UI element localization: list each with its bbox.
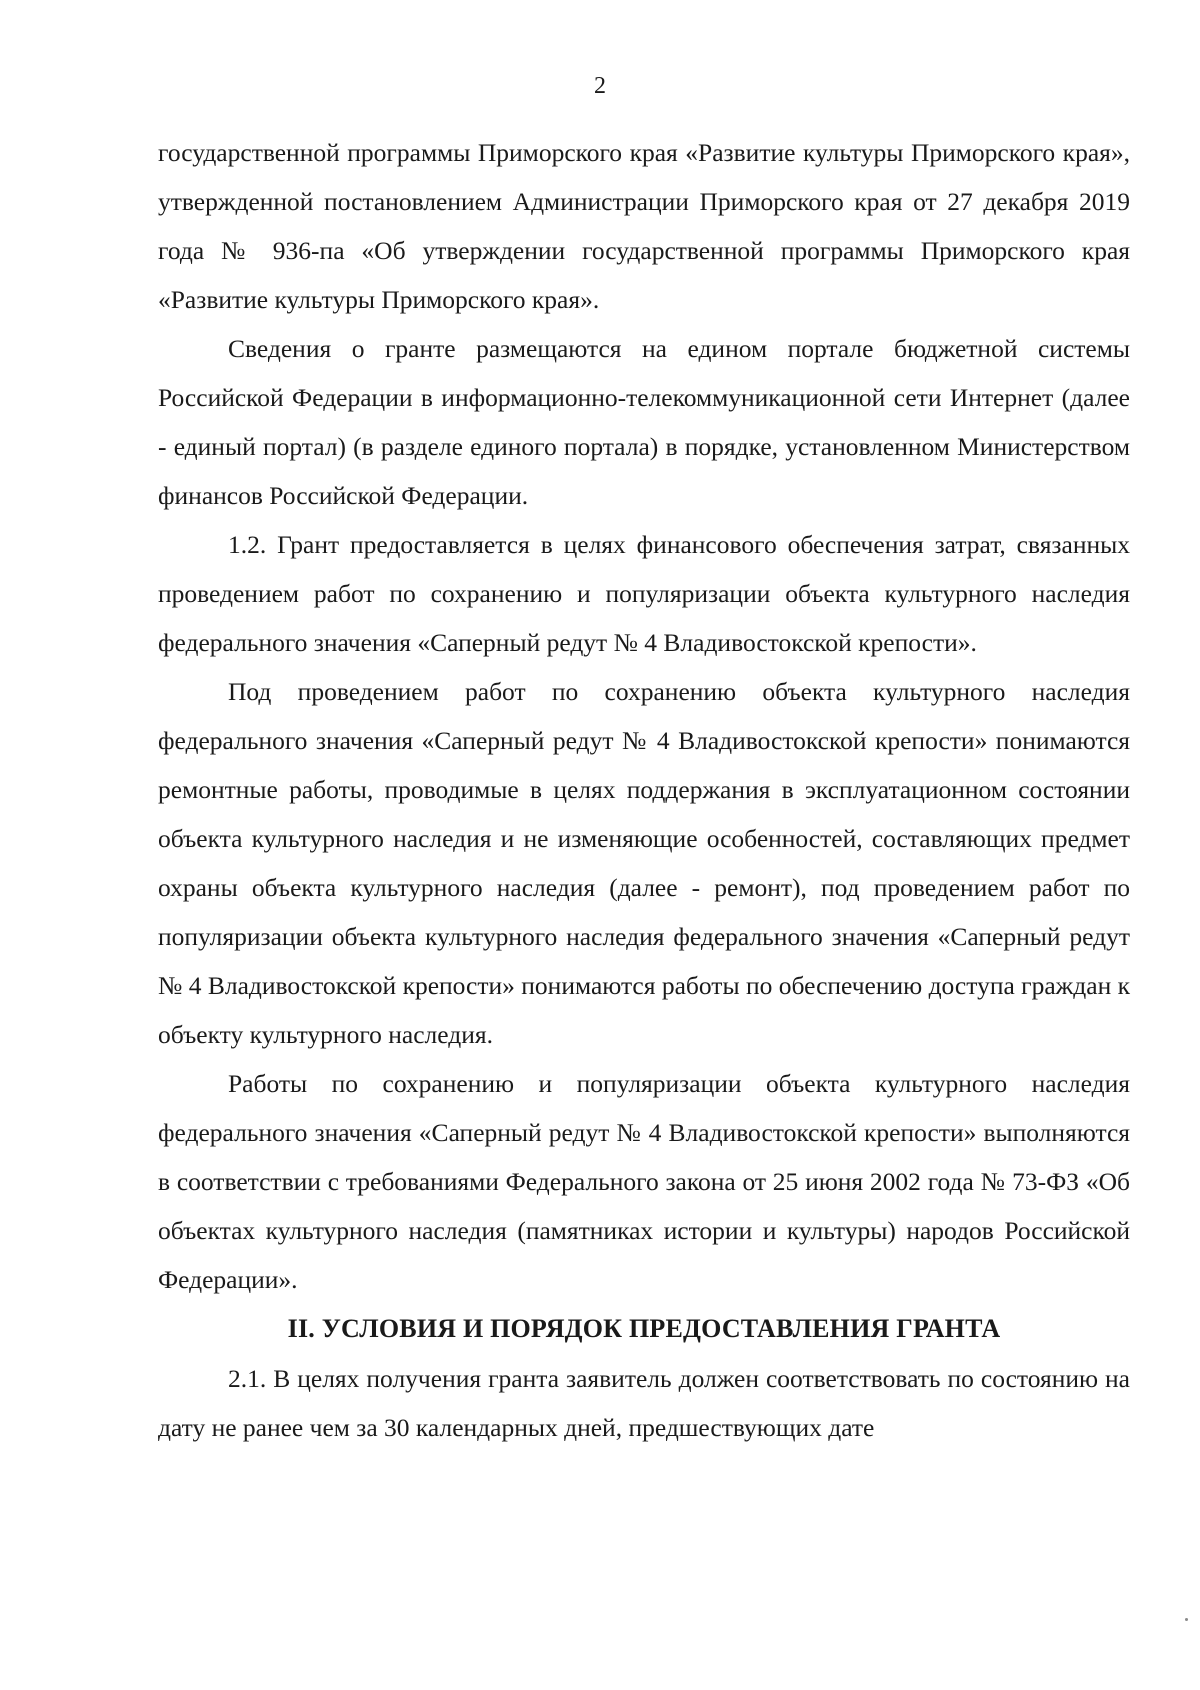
paragraph-program-reference: государственной программы Приморского края «Развитие культуры Приморского края», утвержденной постановлением Администрации Приморского края от 27 декабря 2019 года № 936-па «Об утверждении государственной программы Приморского края «Развитие культуры Приморского края». (158, 138, 1130, 314)
section-heading: II. УСЛОВИЯ И ПОРЯДОК ПРЕДОСТАВЛЕНИЯ ГРАНТА (287, 1314, 1001, 1343)
paragraph-legal-requirements: Работы по сохранению и популяризации объекта культурного наследия федерального значения «Саперный редут № 4 Владивостокской крепости» выполняются в соответствии с требованиями Федерального закона от 25 июня 2002 года № 73-ФЗ «Об объектах культурного наследия (памятниках истории и культуры) народов Российской Федерации». (158, 1069, 1130, 1294)
page-number: 2 (594, 73, 606, 99)
paragraph-clause-1-2: 1.2. Грант предоставляется в целях финансового обеспечения затрат, связанных проведением работ по сохранению и популяризации объекта культурного наследия федерального значения «Саперный редут № 4 Владивостокской крепости». (158, 530, 1130, 657)
paragraph-grant-info-portal: Сведения о гранте размещаются на едином портале бюджетной системы Российской Федерации в информационно-телекоммуникационной сети Интернет (далее - единый портал) (в разделе единого портала) в порядке, установленном Министерством финансов Российской Федерации. (158, 334, 1130, 510)
paragraph-clause-2-1: 2.1. В целях получения гранта заявитель должен соответствовать по состоянию на дату не ранее чем за 30 календарных дней, предшествующих дате (158, 1364, 1130, 1442)
scan-speck (1185, 1618, 1188, 1621)
document-body (158, 128, 1130, 1452)
paragraph-preservation-definition: Под проведением работ по сохранению объекта культурного наследия федерального значения «Саперный редут № 4 Владивостокской крепости» понимаются ремонтные работы, проводимые в целях поддержания в эксплуатационном состоянии объекта культурного наследия и не изменяющие особенностей, составляющих предмет охраны объекта культурного наследия (далее - ремонт), под проведением работ по популяризации объекта культурного наследия федерального значения «Саперный редут № 4 Владивостокской крепости» понимаются работы по обеспечению доступа граждан к объекту культурного наследия. (158, 677, 1131, 1049)
